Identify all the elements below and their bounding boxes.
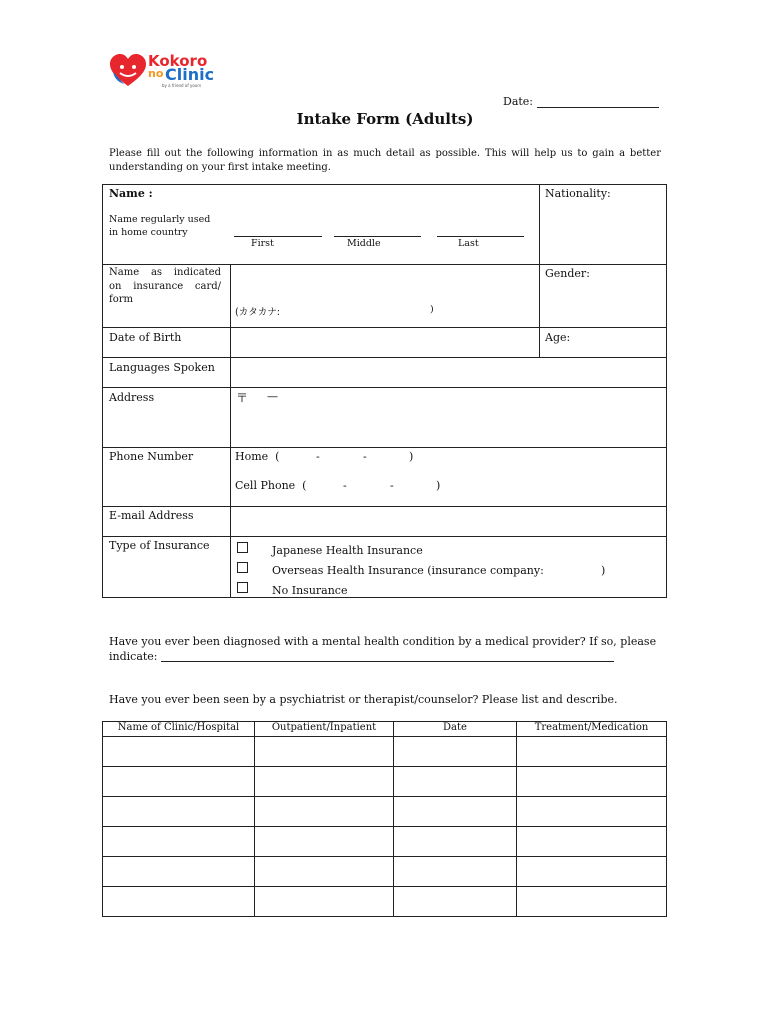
insurance-name-label-2: on insurance card/ bbox=[109, 281, 221, 292]
intro-line-1: Please fill out the following information in as much detail as possible. This will help us to gain a better bbox=[109, 148, 661, 159]
no-insurance-label: No Insurance bbox=[272, 584, 348, 597]
japanese-insurance-checkbox[interactable] bbox=[237, 542, 248, 553]
postal-mark-icon: 〒 bbox=[236, 391, 249, 405]
logo-tagline: by a friend of yours bbox=[162, 83, 202, 88]
cell-phone-close: ) bbox=[436, 479, 441, 492]
table-row bbox=[103, 797, 667, 827]
table-row bbox=[103, 737, 667, 767]
patient-type-cell[interactable] bbox=[255, 827, 394, 857]
katakana-field[interactable] bbox=[290, 302, 428, 318]
logo-word-clinic: Clinic bbox=[165, 65, 215, 84]
treatment-history-table bbox=[102, 721, 667, 917]
insurance-company-close: ) bbox=[601, 564, 606, 577]
clinic-cell[interactable] bbox=[103, 767, 255, 797]
column-header-date: Date bbox=[394, 722, 517, 737]
diagnosis-answer-field[interactable] bbox=[161, 661, 614, 662]
middle-name-field[interactable] bbox=[334, 236, 421, 237]
table-row bbox=[103, 767, 667, 797]
languages-label: Languages Spoken bbox=[109, 361, 215, 374]
date-cell[interactable] bbox=[394, 887, 517, 917]
nationality-label: Nationality: bbox=[545, 187, 611, 200]
clinic-cell[interactable] bbox=[103, 857, 255, 887]
date-cell[interactable] bbox=[394, 767, 517, 797]
middle-label: Middle bbox=[347, 238, 381, 249]
cell-phone-dash-1: - bbox=[343, 479, 347, 492]
diagnosis-question-line-2: indicate: bbox=[109, 650, 158, 663]
patient-type-cell[interactable] bbox=[255, 887, 394, 917]
cell-phone-field[interactable] bbox=[312, 479, 432, 493]
home-phone-dash-2: - bbox=[363, 450, 367, 463]
cell-phone-label: Cell Phone ( bbox=[235, 479, 307, 492]
date-cell[interactable] bbox=[394, 857, 517, 887]
dob-label: Date of Birth bbox=[109, 331, 182, 344]
insurance-name-label-3: form bbox=[109, 294, 133, 305]
page-title: Intake Form (Adults) bbox=[296, 110, 474, 128]
logo-word-no: no bbox=[148, 67, 164, 80]
treatment-cell[interactable] bbox=[517, 737, 667, 767]
clinic-cell[interactable] bbox=[103, 827, 255, 857]
treatment-history-question: Have you ever been seen by a psychiatrist or therapist/counselor? Please list and describe. bbox=[109, 693, 618, 706]
clinic-cell[interactable] bbox=[103, 887, 255, 917]
japanese-insurance-label: Japanese Health Insurance bbox=[272, 544, 423, 557]
intro-line-2: understanding on your first intake meeting. bbox=[109, 162, 331, 173]
table-header-row bbox=[103, 722, 667, 737]
first-name-field[interactable] bbox=[234, 236, 322, 237]
column-header-patient-type: Outpatient/Inpatient bbox=[255, 722, 394, 737]
insurance-name-label-1: Name as indicated bbox=[109, 267, 221, 278]
last-label: Last bbox=[458, 238, 479, 249]
first-label: First bbox=[251, 238, 274, 249]
email-field[interactable] bbox=[231, 507, 665, 536]
column-header-treatment: Treatment/Medication bbox=[517, 722, 667, 737]
treatment-cell[interactable] bbox=[517, 827, 667, 857]
home-phone-label: Home ( bbox=[235, 450, 280, 463]
home-phone-field[interactable] bbox=[285, 450, 405, 464]
patient-type-cell[interactable] bbox=[255, 737, 394, 767]
gender-label: Gender: bbox=[545, 267, 590, 280]
date-cell[interactable] bbox=[394, 827, 517, 857]
heart-logo-icon bbox=[110, 54, 146, 88]
email-label: E-mail Address bbox=[109, 509, 194, 522]
date-field[interactable] bbox=[537, 107, 659, 108]
treatment-cell[interactable] bbox=[517, 887, 667, 917]
logo-word-kokoro: Kokoro bbox=[148, 52, 208, 70]
phone-label: Phone Number bbox=[109, 450, 194, 463]
name-label: Name : bbox=[109, 187, 153, 200]
insurance-name-field[interactable] bbox=[231, 265, 538, 301]
insurance-company-field[interactable] bbox=[548, 564, 598, 578]
treatment-cell[interactable] bbox=[517, 797, 667, 827]
name-used-label-1: Name regularly used bbox=[109, 214, 211, 225]
home-phone-close: ) bbox=[409, 450, 414, 463]
date-label: Date: bbox=[503, 95, 534, 108]
address-field[interactable] bbox=[231, 405, 665, 446]
treatment-cell[interactable] bbox=[517, 767, 667, 797]
gender-field[interactable] bbox=[540, 282, 665, 326]
date-cell[interactable] bbox=[394, 797, 517, 827]
clinic-cell[interactable] bbox=[103, 797, 255, 827]
patient-type-cell[interactable] bbox=[255, 857, 394, 887]
clinic-cell[interactable] bbox=[103, 737, 255, 767]
treatment-cell[interactable] bbox=[517, 857, 667, 887]
insurance-type-label: Type of Insurance bbox=[109, 539, 210, 552]
column-header-clinic: Name of Clinic/Hospital bbox=[103, 722, 255, 737]
katakana-label: (カタカナ: bbox=[235, 307, 280, 318]
patient-type-cell[interactable] bbox=[255, 767, 394, 797]
last-name-field[interactable] bbox=[437, 236, 524, 237]
overseas-insurance-checkbox[interactable] bbox=[237, 562, 248, 573]
clinic-logo bbox=[110, 52, 220, 92]
postal-dash: — bbox=[267, 390, 278, 403]
age-field[interactable] bbox=[578, 328, 665, 357]
table-row bbox=[103, 887, 667, 917]
nationality-field[interactable] bbox=[540, 200, 665, 262]
date-cell[interactable] bbox=[394, 737, 517, 767]
age-label: Age: bbox=[545, 331, 571, 344]
cell-phone-dash-2: - bbox=[390, 479, 394, 492]
table-row bbox=[103, 857, 667, 887]
table-row bbox=[103, 827, 667, 857]
address-label: Address bbox=[109, 391, 155, 404]
overseas-insurance-label: Overseas Health Insurance (insurance company: bbox=[272, 564, 544, 577]
katakana-close: ) bbox=[430, 304, 434, 315]
patient-type-cell[interactable] bbox=[255, 797, 394, 827]
diagnosis-question-line-1: Have you ever been diagnosed with a mental health condition by a medical provider? If so, please bbox=[109, 635, 657, 648]
no-insurance-checkbox[interactable] bbox=[237, 582, 248, 593]
home-phone-dash-1: - bbox=[316, 450, 320, 463]
languages-field[interactable] bbox=[231, 358, 665, 387]
name-used-label-2: in home country bbox=[109, 227, 188, 238]
dob-field[interactable] bbox=[231, 328, 538, 357]
